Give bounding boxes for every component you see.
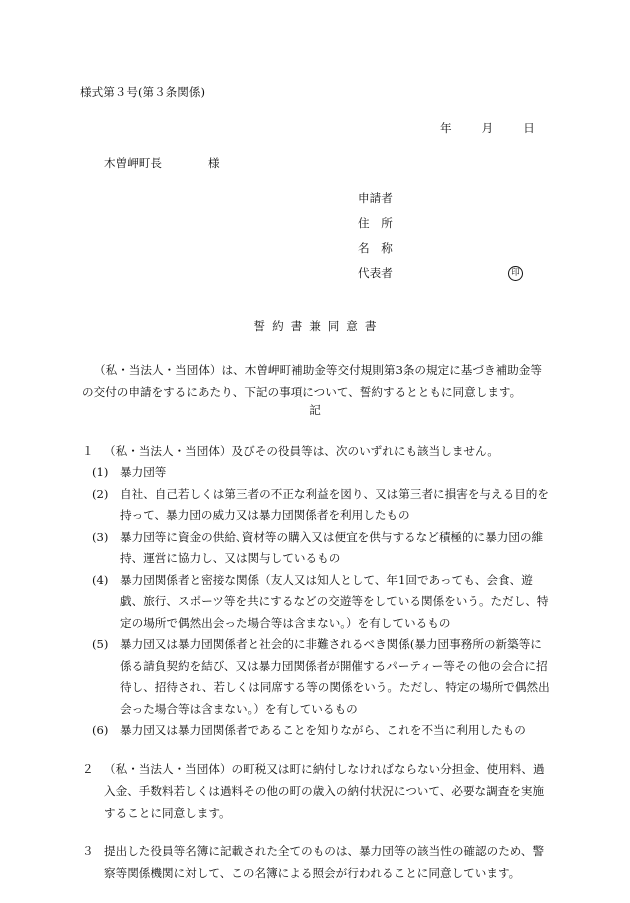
sub-item-number: (6) xyxy=(92,723,109,737)
list-item xyxy=(92,484,552,527)
form-number: 様式第３号(第３条関係) xyxy=(80,85,205,99)
addressee-name: 木曽岬町長 xyxy=(104,156,162,170)
list-item xyxy=(82,840,552,884)
sub-item-text: 暴力団等に資金の供給､資材等の購入又は便宜を供与するなど積極的に暴力団の維持、運営に協力し、又は関与しているもの xyxy=(120,529,544,565)
pledge-items xyxy=(82,440,552,884)
sub-item-number: (1) xyxy=(92,465,109,479)
sub-item-number: (2) xyxy=(92,486,109,501)
sub-item-number: (5) xyxy=(92,637,109,651)
list-item xyxy=(82,758,552,824)
intro-paragraph: （私・当法人・当団体）は、木曽岬町補助金等交付規則第3条の規定に基づき補助金等の交付の申請をするにあたり、下記の事項について、誓約するとともに同意します。 xyxy=(82,363,542,399)
list-item xyxy=(92,570,552,635)
applicant-label: 申請者 xyxy=(358,191,393,205)
list-item xyxy=(92,462,552,484)
sub-item-text: 暴力団又は暴力団関係者と社会的に非難されるべき関係(暴力団事務所の新築等に係る請負契約を結び、又は暴力団関係者が開催するパーティー等その他の会合に招待し、招待され、若しくは同席する等の関係をいう。ただし、特定の場所で偶然出会った場合等は含まない。）を有しているもの xyxy=(120,637,550,716)
sub-items xyxy=(92,462,552,742)
item-number: ３ xyxy=(82,843,94,858)
item-number: ２ xyxy=(82,761,94,776)
sub-item-text: 暴力団又は暴力団関係者であることを知りながら、これを不当に利用したもの xyxy=(120,723,526,737)
item-text: （私・当法人・当団体）及びその役員等は、次のいずれにも該当しません。 xyxy=(104,444,499,458)
representative-row xyxy=(358,267,528,292)
item-number: １ xyxy=(82,444,94,458)
representative-label: 代表者 xyxy=(358,266,393,280)
item-text: （私・当法人・当団体）の町税又は町に納付しなければならない分担金、使用料、過入金、手数料若しくは過料その他の町の歳入の納付状況について、必要な調査を実施することに同意します。 xyxy=(104,761,545,820)
sub-item-number: (3) xyxy=(92,529,109,544)
seal-icon: 印 xyxy=(508,266,523,281)
name-label: 名 称 xyxy=(358,241,393,255)
ki-heading: 記 xyxy=(309,403,321,417)
addressee xyxy=(104,157,220,171)
sub-item-text: 暴力団関係者と密接な関係（友人又は知人として、年1回であっても、会食、遊戯、旅行、スポーツ等を共にするなどの交遊等をしている関係をいう。ただし、特定の場所で偶然出会った場合等は含まない。）を有しているもの xyxy=(120,572,549,630)
sub-item-text: 暴力団等 xyxy=(120,465,167,479)
list-item xyxy=(92,634,552,720)
document-title: 誓約書兼同意書 xyxy=(253,319,384,333)
list-item xyxy=(92,720,552,742)
applicant-block xyxy=(358,192,528,292)
item-text: 提出した役員等名簿に記載された全てのものは、暴力団等の該当性の確認のため、警察等関係機関に対して、この名簿による照会が行われることに同意しています。 xyxy=(104,843,545,880)
list-item xyxy=(92,527,552,570)
sub-item-number: (4) xyxy=(92,572,109,587)
date-line xyxy=(440,122,535,136)
list-item xyxy=(82,440,552,742)
date-year-label: 年 xyxy=(440,121,452,135)
address-label: 住 所 xyxy=(358,216,393,230)
date-month-label: 月 xyxy=(481,121,494,135)
sub-item-text: 自社、自己若しくは第三者の不正な利益を図り、又は第三者に損害を与える目的を持って、暴力団の威力又は暴力団関係者を利用したもの xyxy=(120,486,549,522)
date-day-label: 日 xyxy=(523,121,535,135)
addressee-suffix: 様 xyxy=(207,156,220,170)
